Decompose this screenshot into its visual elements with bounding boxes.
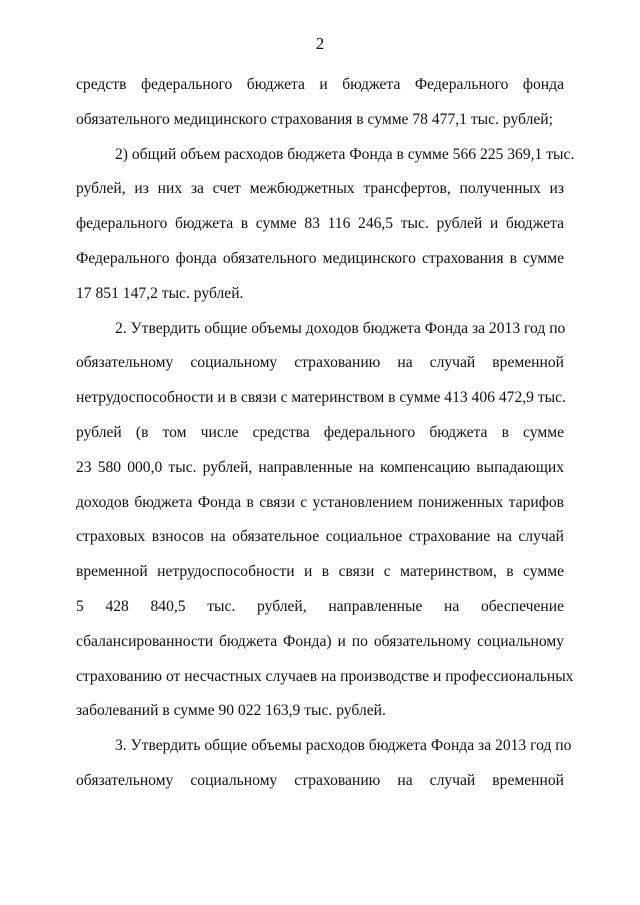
text-line: федерального бюджета в сумме 83 116 246,5 тыс. рублей и бюджета xyxy=(76,215,564,233)
text-line: средств федерального бюджета и бюджета Федерального фонда xyxy=(76,76,564,93)
text-line: 3. Утвердить общие объемы расходов бюджета Фонда за 2013 год по xyxy=(115,737,572,755)
text-line: обязательному социальному страхованию на случай временной xyxy=(76,354,564,372)
text-line: обязательного медицинского страхования в сумме 78 477,1 тыс. рублей; xyxy=(76,110,553,128)
text-line: сбалансированности бюджета Фонда) и по обязательному социальному xyxy=(76,632,564,650)
text-line: страховых взносов на обязательное социальное страхование на случай xyxy=(76,528,564,546)
text-line: временной нетрудоспособности и в связи с материнством, в сумме xyxy=(76,563,564,581)
text-line: рублей, из них за счет межбюджетных трансфертов, полученных из xyxy=(76,180,564,198)
text-line: 23 580 000,0 тыс. рублей, направленные на компенсацию выпадающих xyxy=(76,458,564,476)
text-line: доходов бюджета Фонда в связи с установлением пониженных тарифов xyxy=(76,493,564,511)
document-body xyxy=(76,72,575,803)
text-line: страхованию от несчастных случаев на производстве и профессиональных xyxy=(76,667,574,685)
text-line: 17 851 147,2 тыс. рублей. xyxy=(76,284,244,302)
text-line: нетрудоспособности и в связи с материнством в сумме 413 406 472,9 тыс. xyxy=(76,389,566,407)
text-line: 2) общий объем расходов бюджета Фонда в сумме 566 225 369,1 тыс. xyxy=(115,145,575,163)
page-number: 2 xyxy=(315,34,325,53)
text-line: 5 428 840,5 тыс. рублей, направленные на обеспечение xyxy=(76,597,564,615)
text-line: рублей (в том числе средства федерального бюджета в сумме xyxy=(76,423,564,441)
text-line: 2. Утвердить общие объемы доходов бюджета Фонда за 2013 год по xyxy=(115,319,566,337)
text-line: обязательному социальному страхованию на случай временной xyxy=(76,771,564,789)
text-line: заболеваний в сумме 90 022 163,9 тыс. рублей. xyxy=(76,702,386,720)
text-line: Федерального фонда обязательного медицинского страхования в сумме xyxy=(76,249,564,267)
